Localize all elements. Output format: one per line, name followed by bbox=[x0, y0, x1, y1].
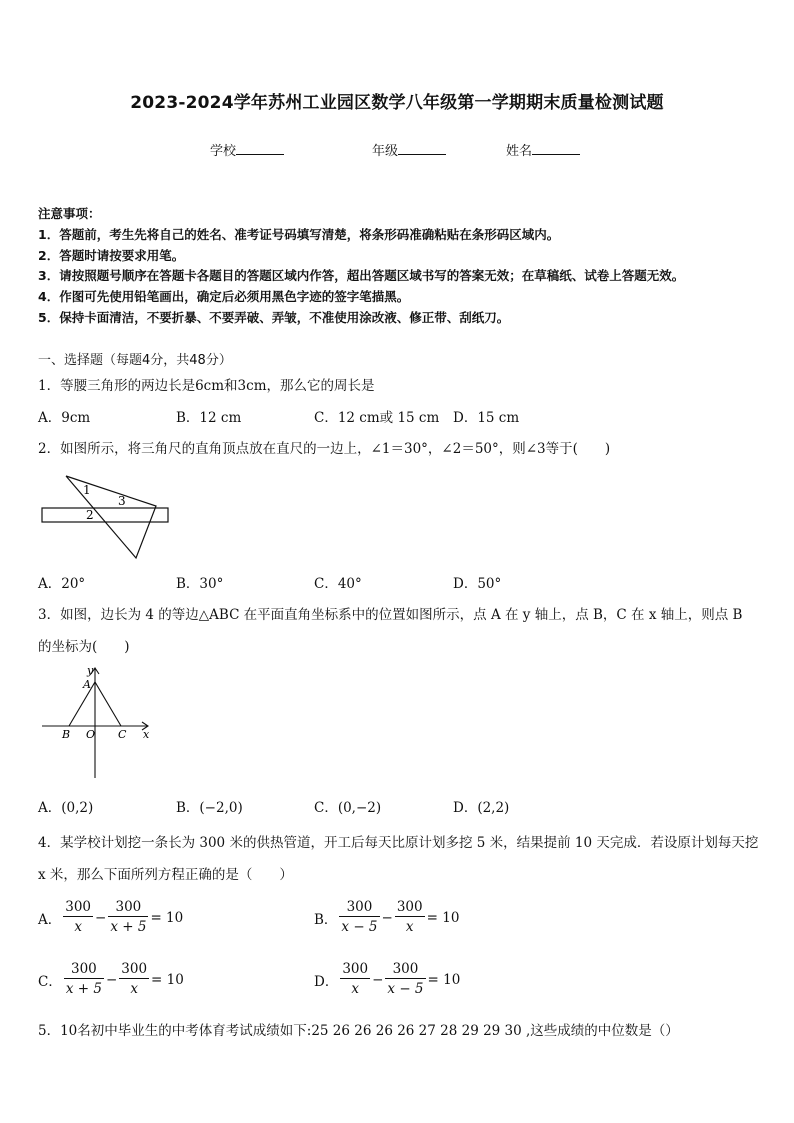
ruler-shape bbox=[42, 508, 168, 522]
numerator: 300 bbox=[65, 899, 92, 915]
q1-option-a: A．9cm bbox=[38, 410, 91, 426]
denominator: x bbox=[130, 981, 138, 997]
angle-3-label: 3 bbox=[118, 494, 126, 508]
note-item: 5．保持卡面清洁，不要折暴、不要弄破、弄皱，不准使用涂改液、修正带、刮纸刀。 bbox=[38, 310, 510, 325]
numerator: 300 bbox=[342, 961, 369, 977]
ruler-triangle-figure bbox=[38, 470, 178, 562]
fraction bbox=[64, 960, 104, 999]
numerator: 300 bbox=[396, 899, 423, 915]
question-3-text-line1: 3．如图，边长为 4 的等边△ABC 在平面直角坐标系中的位置如图所示，点 A 在 y 轴上，点 B，C 在 x 轴上，则点 B bbox=[38, 607, 743, 623]
q3-option-b: B．(−2,0) bbox=[176, 800, 243, 816]
note-item: 3．请按照题号顺序在答题卡各题目的答题区域内作答，超出答题区域书写的答案无效；在草稿纸、试卷上答题无效。 bbox=[38, 268, 685, 283]
fraction bbox=[119, 960, 149, 999]
denominator: x − 5 bbox=[387, 981, 424, 997]
operator: − bbox=[95, 909, 107, 926]
q1-option-c: C．12 cm或 15 cm bbox=[314, 410, 440, 426]
option-letter: D． bbox=[314, 973, 339, 990]
operator: − bbox=[105, 971, 118, 988]
q1-option-d: D．15 cm bbox=[453, 410, 520, 426]
denominator: x bbox=[74, 919, 82, 935]
q4-option-c bbox=[38, 960, 184, 999]
q2-option-d: D．50° bbox=[453, 576, 502, 592]
q4-option-d bbox=[314, 960, 460, 999]
equation-rhs: = 10 bbox=[150, 909, 184, 926]
x-axis-label: x bbox=[143, 728, 150, 741]
option-letter: A． bbox=[38, 911, 62, 928]
fraction bbox=[395, 898, 425, 937]
denominator: x − 5 bbox=[341, 919, 378, 935]
y-axis-label: y bbox=[87, 664, 94, 677]
denominator: x bbox=[351, 981, 360, 997]
q3-option-d: D．(2,2) bbox=[453, 800, 510, 816]
fraction bbox=[108, 898, 148, 937]
denominator: x bbox=[405, 919, 414, 935]
angle-1-label: 1 bbox=[83, 483, 91, 497]
equation-rhs: = 10 bbox=[427, 971, 461, 988]
option-letter: B． bbox=[314, 911, 338, 928]
point-b-label: B bbox=[62, 728, 71, 741]
question-5-text: 5．10名初中毕业生的中考体育考试成绩如下:25 26 26 26 26 27 28 29 29 30 ,这些成绩的中位数是（） bbox=[38, 1023, 679, 1039]
operator: − bbox=[372, 971, 384, 988]
question-3-text-line2: 的坐标为( ) bbox=[38, 639, 130, 655]
q4-option-a bbox=[38, 898, 183, 937]
equation-rhs: = 10 bbox=[426, 909, 460, 926]
grade-label: 年级 bbox=[372, 144, 399, 159]
name-blank bbox=[532, 142, 580, 155]
school-label: 学校 bbox=[210, 144, 237, 159]
school-blank bbox=[236, 142, 284, 155]
fraction bbox=[385, 960, 425, 999]
name-label: 姓名 bbox=[506, 144, 533, 159]
name-field bbox=[506, 140, 580, 159]
denominator: x + 5 bbox=[65, 981, 102, 997]
question-2-text: 2．如图所示，将三角尺的直角顶点放在直尺的一边上，∠1＝30°，∠2＝50°，则∠3等于( ) bbox=[38, 441, 611, 457]
numerator: 300 bbox=[108, 898, 148, 917]
numerator: 300 bbox=[385, 960, 425, 979]
q2-option-a: A．20° bbox=[38, 576, 86, 592]
option-letter: C． bbox=[38, 973, 62, 990]
q4-option-b bbox=[314, 898, 459, 937]
point-a-label: A bbox=[83, 678, 91, 691]
note-item: 4．作图可先使用铅笔画出，确定后必须用黑色字迹的签字笔描黑。 bbox=[38, 289, 410, 304]
question-1-text: 1．等腰三角形的两边长是6cm和3cm，那么它的周长是 bbox=[38, 378, 375, 394]
fraction bbox=[340, 960, 370, 999]
notes-heading: 注意事项： bbox=[38, 206, 101, 221]
numerator: 300 bbox=[64, 960, 104, 979]
operator: − bbox=[381, 909, 393, 926]
q1-option-b: B．12 cm bbox=[176, 410, 242, 426]
section-heading: 一、选择题（每题4分，共48分） bbox=[38, 353, 232, 368]
numerator: 300 bbox=[339, 898, 379, 917]
question-4-text-line2: x 米，那么下面所列方程正确的是（ ） bbox=[38, 867, 293, 883]
origin-label: O bbox=[86, 728, 96, 741]
q2-option-c: C．40° bbox=[314, 576, 362, 592]
q2-option-b: B．30° bbox=[176, 576, 224, 592]
equation-rhs: = 10 bbox=[151, 971, 184, 988]
coordinate-figure bbox=[38, 660, 158, 782]
angle-2-label: 2 bbox=[86, 508, 94, 522]
denominator: x + 5 bbox=[110, 919, 147, 935]
note-item: 2．答题时请按要求用笔。 bbox=[38, 248, 185, 263]
fraction bbox=[339, 898, 379, 937]
q3-option-c: C．(0,−2) bbox=[314, 800, 382, 816]
grade-blank bbox=[398, 142, 446, 155]
page-title: 2023-2024学年苏州工业园区数学八年级第一学期期末质量检测试题 bbox=[130, 93, 664, 113]
grade-field bbox=[372, 140, 446, 159]
q3-option-a: A．(0,2) bbox=[38, 800, 94, 816]
question-4-text-line1: 4．某学校计划挖一条长为 300 米的供热管道，开工后每天比原计划多挖 5 米，结果提前 10 天完成．若设原计划每天挖 bbox=[38, 835, 759, 851]
triangle-shape bbox=[66, 476, 156, 558]
point-c-label: C bbox=[118, 728, 127, 741]
school-field bbox=[210, 140, 284, 159]
numerator: 300 bbox=[121, 961, 148, 977]
note-item: 1．答题前，考生先将自己的姓名、准考证号码填写清楚，将条形码准确粘贴在条形码区域内。 bbox=[38, 227, 560, 242]
fraction bbox=[63, 898, 93, 937]
